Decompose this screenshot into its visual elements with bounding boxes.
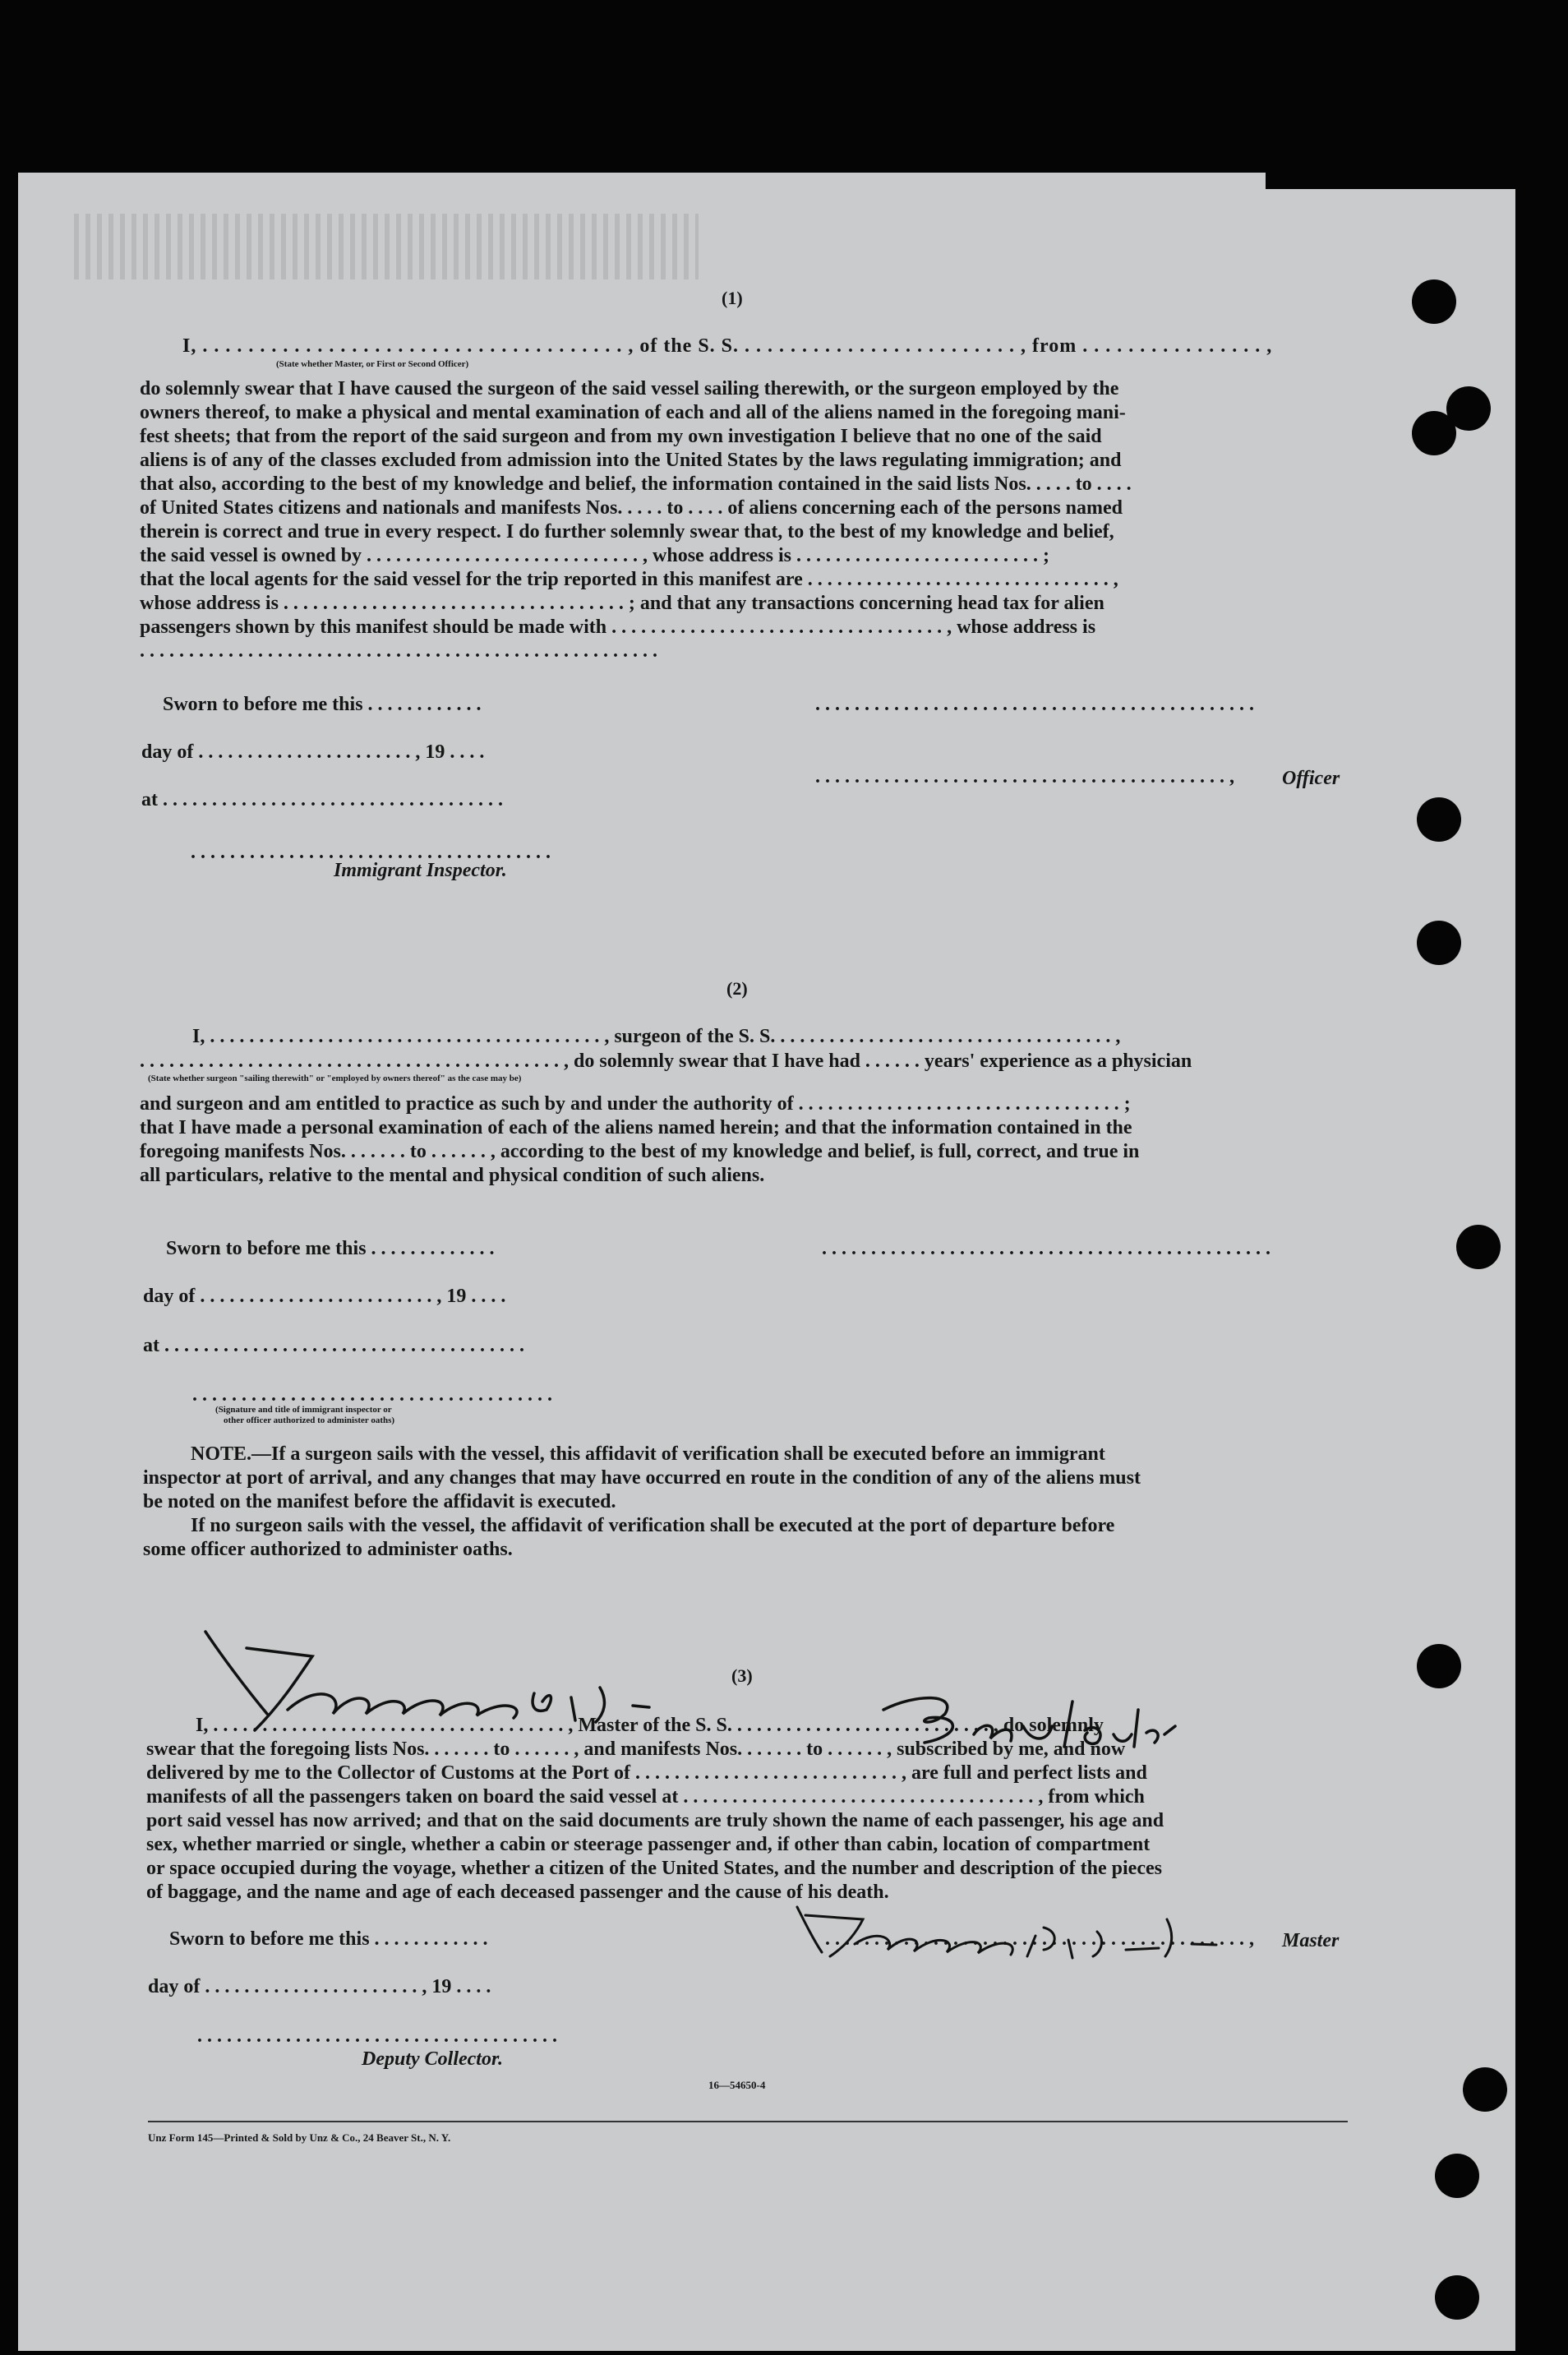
section-3-line: swear that the foregoing lists Nos. . . . . . . to . . . . . . , and manifests Nos. . . . . . . to . . . . . . , subscribed by me, and now: [146, 1739, 1126, 1760]
binder-hole: [1456, 1225, 1501, 1269]
binder-hole: [1435, 2154, 1479, 2198]
section-1-line: whose address is . . . . . . . . . . . . . . . . . . . . . . . . . . . . . . . . . . . ; and that any transactions concerning head tax for alien: [140, 593, 1105, 614]
section-1-line: the said vessel is owned by . . . . . . . . . . . . . . . . . . . . . . . . . . . . , whose address is . . . . . . . . . . . . . . . . . . . . . . . . . ;: [140, 545, 1049, 566]
section-1-line: therein is correct and true in every respect. I do further solemnly swear that, to the best of my knowledge and belief,: [140, 521, 1114, 543]
footer-rule: [148, 2121, 1348, 2122]
section-2-at: at . . . . . . . . . . . . . . . . . . . . . . . . . . . . . . . . . . . . .: [143, 1335, 524, 1356]
section-1-at: at . . . . . . . . . . . . . . . . . . . . . . . . . . . . . . . . . . .: [141, 789, 503, 810]
note-line: some officer authorized to administer oaths.: [143, 1539, 513, 1560]
section-1-line: do solemnly swear that I have caused the surgeon of the said vessel sailing therewith, or the surgeon employed by the: [140, 378, 1119, 399]
section-3-sworn: Sworn to before me this . . . . . . . . . . . .: [169, 1928, 488, 1950]
section-1-line: fest sheets; that from the report of the said surgeon and from my own investigation I believe that no one of the said: [140, 426, 1102, 447]
section-1-line: of United States citizens and nationals and manifests Nos. . . . . to . . . . of aliens concerning each of the persons named: [140, 497, 1123, 519]
section-3-line: manifests of all the passengers taken on board the said vessel at . . . . . . . . . . . . . . . . . . . . . . . . . . . . . . . . . . . . , from which: [146, 1786, 1145, 1808]
section-3-master-line: . . . . . . . . . . . . . . . . . . . . . . . . . . . . . . . . . . . . . . . . . . . ,: [825, 1928, 1254, 1950]
form-number: 16—54650-4: [708, 2079, 766, 2091]
note-line: inspector at port of arrival, and any changes that may have occurred en route in the condition of any of the aliens must: [143, 1467, 1141, 1489]
section-1-inspector-label: Immigrant Inspector.: [334, 860, 507, 881]
note-line: If no surgeon sails with the vessel, the affidavit of verification shall be executed at the port of departure before: [191, 1515, 1115, 1536]
section-2-first-line: I, . . . . . . . . . . . . . . . . . . . . . . . . . . . . . . . . . . . . . . . . , surgeon of the S. S. . . . . . . . . . . . . . . . . . . . . . . . . . . . . . . . . . . ,: [192, 1026, 1121, 1047]
section-1-line: that also, according to the best of my knowledge and belief, the information contained in the said lists Nos. . . . . to . . . .: [140, 473, 1132, 495]
section-1-line: . . . . . . . . . . . . . . . . . . . . . . . . . . . . . . . . . . . . . . . . . . . . . . . . . . . . .: [140, 640, 657, 662]
section-3-master-label: Master: [1282, 1930, 1340, 1951]
section-1-sworn: Sworn to before me this . . . . . . . . . . . .: [163, 694, 482, 715]
section-1-number: (1): [722, 288, 743, 308]
section-3-line: or space occupied during the voyage, whether a citizen of the United States, and the number and description of the pieces: [146, 1858, 1162, 1879]
section-1-inspector-line: . . . . . . . . . . . . . . . . . . . . . . . . . . . . . . . . . . . . .: [191, 842, 551, 863]
section-2-sig-note-2: other officer authorized to administer oaths): [224, 1415, 395, 1425]
note-line: be noted on the manifest before the affidavit is executed.: [143, 1491, 616, 1512]
section-3-line: of baggage, and the name and age of each deceased passenger and the cause of his death.: [146, 1882, 889, 1903]
binder-hole: [1417, 797, 1461, 842]
section-1-role-note: (State whether Master, or First or Second Officer): [276, 359, 469, 369]
section-3-line: delivered by me to the Collector of Customs at the Port of . . . . . . . . . . . . . . . . . . . . . . . . . . . , are full and perfect lists and: [146, 1762, 1147, 1784]
section-2-day-of: day of . . . . . . . . . . . . . . . . . . . . . . . . , 19 . . . .: [143, 1286, 506, 1307]
binder-hole: [1463, 2067, 1507, 2112]
section-3-collector-label: Deputy Collector.: [362, 2048, 503, 2070]
handwritten-master-name: [189, 1623, 699, 1747]
section-2-number: (2): [726, 978, 748, 999]
binder-hole: [1417, 1644, 1461, 1688]
binder-hole: [1412, 411, 1456, 455]
binder-hole: [1435, 2275, 1479, 2320]
section-1-officer-label: Officer: [1282, 768, 1340, 789]
section-3-line: sex, whether married or single, whether a cabin or steerage passenger and, if other than cabin, location of compartment: [146, 1834, 1151, 1855]
binder-hole: [1412, 279, 1456, 324]
section-3-first-line: I, . . . . . . . . . . . . . . . . . . . . . . . . . . . . . . . . . . . . , Master of the S. S. . . . . . . . . . . . . . . . . . . . . . . . . . . , do solemnly: [196, 1715, 1104, 1736]
section-2-inspector-line: . . . . . . . . . . . . . . . . . . . . . . . . . . . . . . . . . . . . .: [192, 1384, 552, 1406]
section-1-line: passengers shown by this manifest should be made with . . . . . . . . . . . . . . . . . . . . . . . . . . . . . . . . . . , whose address is: [140, 616, 1096, 638]
section-3-number: (3): [731, 1665, 753, 1686]
printer-footer: Unz Form 145—Printed & Sold by Unz & Co., 24 Beaver St., N. Y.: [148, 2131, 451, 2144]
handwritten-master-signature: [772, 1891, 1282, 1965]
faint-stamp-ghost: [74, 214, 699, 279]
section-2-line: and surgeon and am entitled to practice as such by and under the authority of . . . . . . . . . . . . . . . . . . . . . . . . . . . . . . . . . ;: [140, 1093, 1131, 1115]
section-3-day-of: day of . . . . . . . . . . . . . . . . . . . . . . , 19 . . . .: [148, 1976, 491, 1997]
section-2-signature-line: . . . . . . . . . . . . . . . . . . . . . . . . . . . . . . . . . . . . . . . . . . . . . .: [822, 1238, 1271, 1259]
section-1-signature-line: . . . . . . . . . . . . . . . . . . . . . . . . . . . . . . . . . . . . . . . . . . . . .: [815, 694, 1254, 715]
binder-hole: [1417, 921, 1461, 965]
section-3-collector-line: . . . . . . . . . . . . . . . . . . . . . . . . . . . . . . . . . . . . .: [197, 2025, 557, 2047]
section-3-line: port said vessel has now arrived; and that on the said documents are truly shown the name of each passenger, his age and: [146, 1810, 1164, 1831]
section-1-line: aliens is of any of the classes excluded from admission into the United States by the laws regulating immigration; and: [140, 450, 1122, 471]
section-1-officer-line: . . . . . . . . . . . . . . . . . . . . . . . . . . . . . . . . . . . . . . . . . . ,: [815, 766, 1234, 787]
section-2-line: all particulars, relative to the mental and physical condition of such aliens.: [140, 1165, 765, 1186]
section-2-line: that I have made a personal examination of each of the aliens named herein; and that the information contained in the: [140, 1117, 1132, 1138]
section-1-line: owners thereof, to make a physical and mental examination of each and all of the aliens named in the foregoing mani-: [140, 402, 1126, 423]
section-2-line: foregoing manifests Nos. . . . . . . to . . . . . . , according to the best of my knowledge and belief, is full, correct, and true in: [140, 1141, 1140, 1162]
section-2-sig-note-1: (Signature and title of immigrant inspector or: [215, 1405, 392, 1415]
section-1-first-line: I, . . . . . . . . . . . . . . . . . . . . . . . . . . . . . . . . . . . . . , of the S. S. . . . . . . . . . . . . . . . . . . . . . . . . , from . . . . . . . . . . . . . . . . ,: [182, 335, 1273, 357]
section-1-day-of: day of . . . . . . . . . . . . . . . . . . . . . . , 19 . . . .: [141, 741, 485, 763]
section-2-second-line: . . . . . . . . . . . . . . . . . . . . . . . . . . . . . . . . . . . . . . . . . . . , do solemnly swear that I have had . . . . . . years' experience as a physician: [140, 1051, 1192, 1072]
note-line: NOTE.—If a surgeon sails with the vessel, this affidavit of verification shall be executed before an immigrant: [191, 1443, 1105, 1465]
section-2-sworn: Sworn to before me this . . . . . . . . . . . . .: [166, 1238, 495, 1259]
handwritten-vessel-name: [867, 1677, 1179, 1759]
section-1-line: that the local agents for the said vessel for the trip reported in this manifest are . . . . . . . . . . . . . . . . . . . . . . . . . . . . . . . ,: [140, 569, 1118, 590]
section-2-surgeon-note: (State whether surgeon "sailing therewith" or "employed by owners thereof" as the case may be): [148, 1074, 522, 1083]
